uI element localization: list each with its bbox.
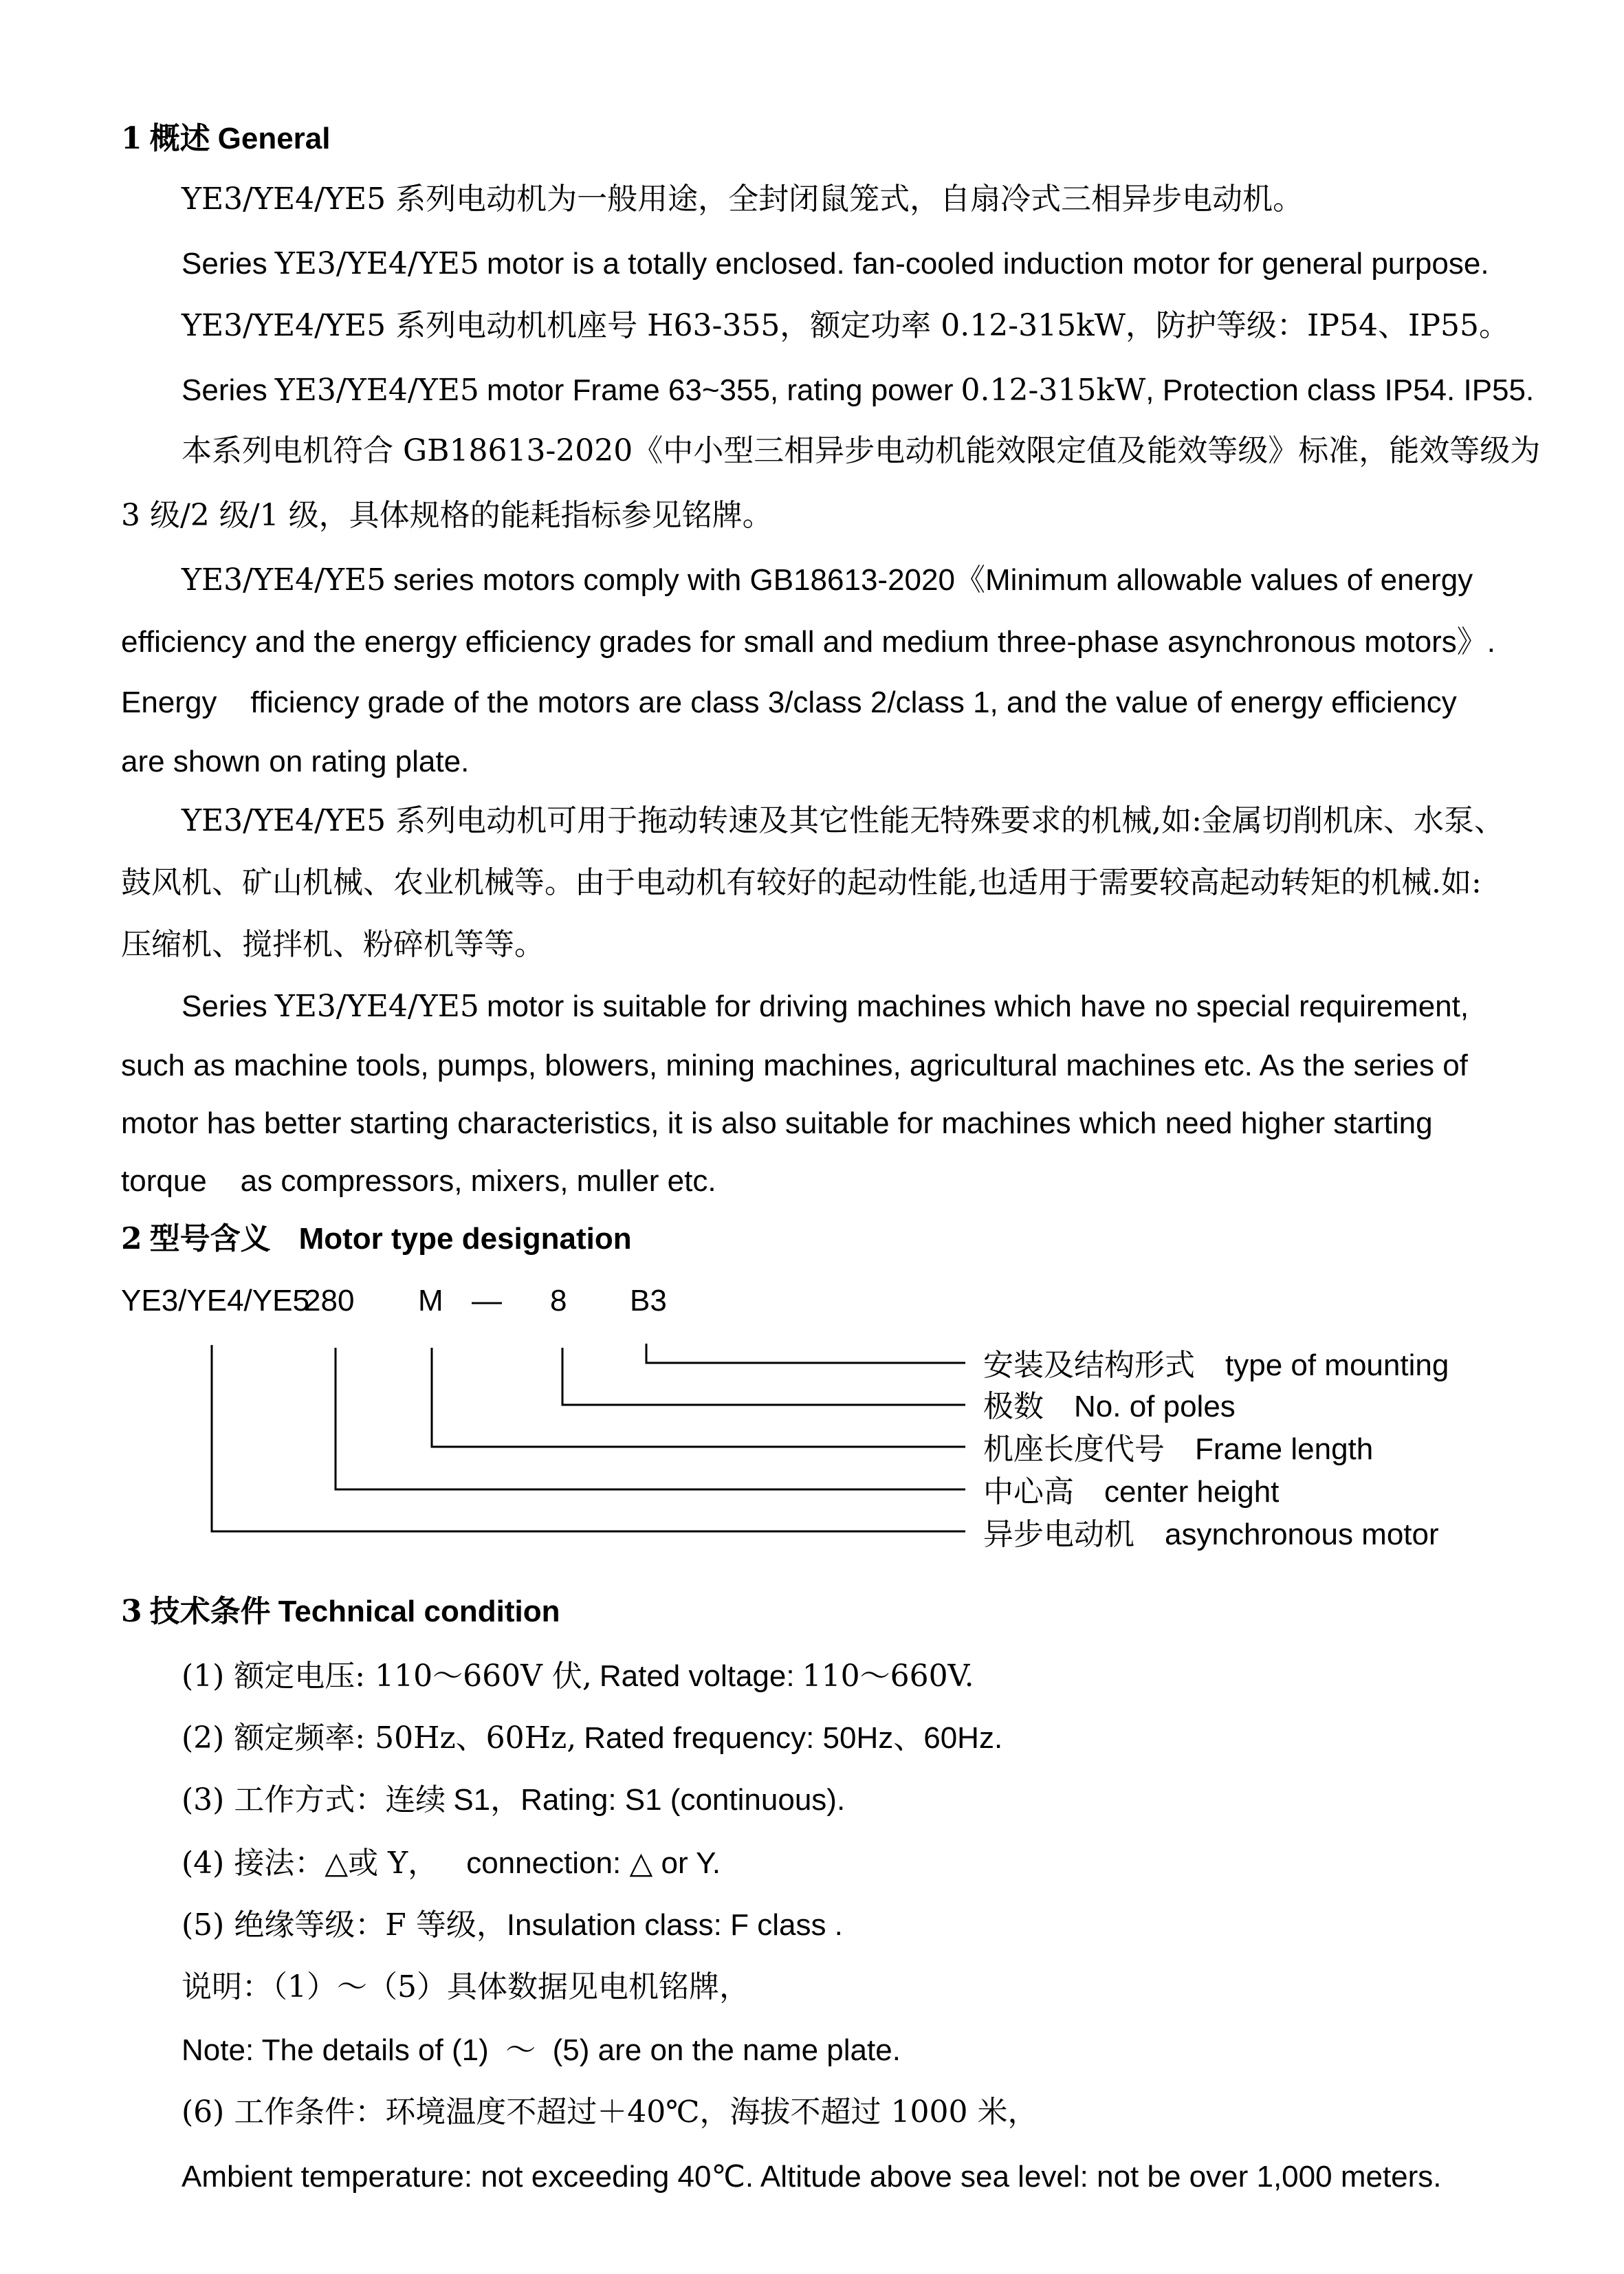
paragraph: 鼓风机、矿山机械、农业机械等。由于电动机有较好的起动性能,也适用于需要较高起动转矩的机械.如: [121, 865, 1482, 900]
label-en: No. of poles [1074, 1390, 1236, 1423]
paragraph: YE3/YE4/YE5 系列电动机为一般用途，全封闭鼠笼式，自扇冷式三相异步电动机。 [182, 182, 1304, 217]
condition-item-6-en: Ambient temperature: not exceeding 40℃. Altitude above sea level: not be over 1,000 meters. [182, 2160, 1442, 2194]
label-frame-length [983, 1430, 1373, 1469]
text-fragment: motor Frame 63~355, rating power [486, 373, 954, 407]
text-fragment: 0.12-315kW [961, 373, 1146, 408]
label-asynchronous-motor [983, 1516, 1439, 1554]
connector-asynchronous [212, 1345, 965, 1531]
connector-mounting [646, 1344, 965, 1363]
condition-item [182, 1844, 721, 1883]
designation-series: YE3/YE4/YE5 [121, 1284, 309, 1318]
item-cn: (1) 额定电压: 110～660V 伏, [182, 1659, 592, 1694]
section-title-cn: 技术条件 [149, 1594, 271, 1629]
label-cn: 极数 [983, 1389, 1044, 1424]
text-fragment: series motors comply with GB18613-2020《Minimum allowable values of energy [393, 563, 1473, 597]
item-cn: (4) 接法：△或 Y， [182, 1846, 439, 1881]
item-en: 110～660V. [802, 1659, 974, 1694]
label-en: asynchronous motor [1165, 1518, 1439, 1551]
item-en: S1，Rating: S1 (continuous). [453, 1783, 846, 1817]
paragraph: torque as compressors, mixers, muller etc. [121, 1164, 716, 1198]
text-fragment: , Protection class IP54. IP55. [1145, 373, 1535, 407]
section-title-en: Motor type designation [298, 1222, 632, 1256]
paragraph: YE3/YE4/YE5 系列电动机可用于拖动转速及其它性能无特殊要求的机械,如:金属切削机床、水泵、 [182, 803, 1504, 838]
designation-frame-length: M [418, 1284, 443, 1318]
condition-item-6-cn: (6) 工作条件：环境温度不超过＋40℃，海拔不超过 1000 米， [182, 2095, 1038, 2130]
item-en: Rated voltage: [599, 1659, 795, 1693]
connector-center-height [336, 1348, 965, 1489]
section-3-heading [121, 1593, 560, 1631]
label-mounting [983, 1346, 1449, 1385]
label-cn: 机座长度代号 [983, 1432, 1165, 1467]
label-cn: 安装及结构形式 [983, 1348, 1195, 1383]
text-fragment: YE3/YE4/YE5 [274, 246, 479, 281]
designation-center-height: 280 [304, 1284, 355, 1318]
condition-item [182, 1657, 974, 1696]
paragraph: efficiency and the energy efficiency grades for small and medium three-phase asynchronous motors》. [121, 625, 1495, 659]
section-number: 2 [121, 1221, 142, 1256]
paragraph: 3 级/2 级/1 级，具体规格的能耗指标参见铭牌。 [121, 498, 773, 533]
paragraph: YE3/YE4/YE5 系列电动机机座号 H63-355，额定功率 0.12-315kW，防护等级：IP54、IP55。 [182, 308, 1509, 343]
section-number: 1 [121, 121, 142, 156]
text-fragment: YE3/YE4/YE5 [274, 989, 479, 1024]
text-fragment: motor is suitable for driving machines which have no special requirement, [486, 990, 1469, 1023]
section-number: 3 [121, 1594, 142, 1629]
item-cn: (2) 额定频率: 50Hz、60Hz, [182, 1720, 577, 1756]
label-en: center height [1104, 1475, 1280, 1509]
text-fragment: motor is a totally enclosed. fan-cooled induction motor for general purpose. [486, 247, 1489, 281]
item-en: connection: △ or Y. [466, 1846, 721, 1880]
label-poles [983, 1388, 1236, 1426]
text-fragment: YE3/YE4/YE5 [274, 373, 479, 408]
item-cn: (3) 工作方式：连续 [182, 1782, 446, 1817]
text-fragment: Series [182, 247, 267, 281]
label-en: Frame length [1195, 1432, 1374, 1466]
designation-dash: — [472, 1284, 502, 1318]
label-center-height [983, 1473, 1279, 1511]
section-title-cn: 型号含义 [149, 1221, 271, 1256]
note-en: Note: The details of (1) ～ (5) are on the name plate. [182, 2033, 901, 2067]
paragraph: 压缩机、搅拌机、粉碎机等等。 [121, 927, 545, 962]
paragraph: 本系列电机符合 GB18613-2020《中小型三相异步电动机能效限定值及能效等级》标准，能效等级为 [182, 433, 1541, 468]
label-cn: 中心高 [983, 1474, 1074, 1509]
designation-poles: 8 [550, 1284, 567, 1318]
note-cn: 说明：（1）～（5）具体数据见电机铭牌， [182, 1969, 749, 2004]
connector-poles [562, 1348, 965, 1405]
label-cn: 异步电动机 [983, 1517, 1134, 1552]
section-title-en: Technical condition [278, 1595, 560, 1628]
designation-mounting: B3 [630, 1284, 667, 1318]
condition-item [182, 1719, 1002, 1758]
item-en: Insulation class: F class . [506, 1908, 843, 1942]
paragraph: such as machine tools, pumps, blowers, mining machines, agricultural machines etc. As the series of [121, 1049, 1468, 1082]
condition-item [182, 1781, 845, 1819]
text-fragment: Series [182, 990, 267, 1023]
section-title-cn: 概述 [149, 121, 210, 156]
text-fragment: Series [182, 373, 267, 407]
paragraph: motor has better starting characteristics, it is also suitable for machines which need higher starting [121, 1106, 1433, 1140]
condition-item [182, 1906, 843, 1945]
item-cn: (5) 绝缘等级：F 等级， [182, 1907, 507, 1943]
paragraph: Energy fficiency grade of the motors are class 3/class 2/class 1, and the value of energy efficiency [121, 686, 1457, 719]
section-title-en: General [217, 122, 331, 155]
text-fragment: YE3/YE4/YE5 [182, 562, 386, 598]
paragraph: are shown on rating plate. [121, 745, 470, 778]
label-en: type of mounting [1225, 1348, 1449, 1382]
item-en: Rated frequency: 50Hz、60Hz. [584, 1721, 1003, 1755]
